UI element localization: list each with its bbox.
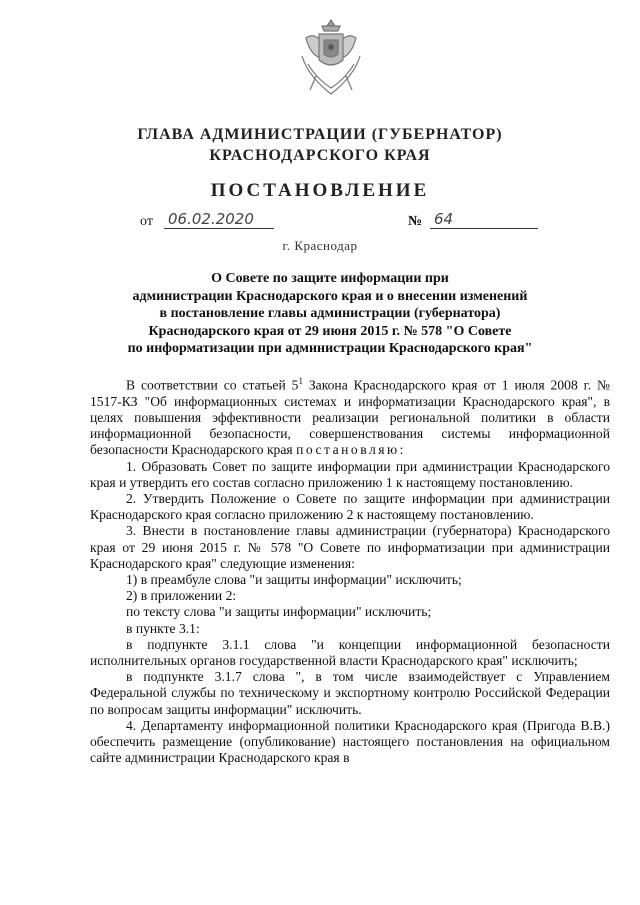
city-name: г. Краснодар [282, 238, 358, 253]
date-prefix: от [140, 214, 153, 229]
coat-of-arms-emblem [296, 16, 366, 100]
document-number: 64 [430, 210, 538, 229]
paragraph-preamble [90, 373, 610, 459]
paragraph-subpoint-3-1-1: в подпункте 3.1.1 слова "и концепции информационной безопасности исполнительных органов государственной власти Краснодарского края" исключить; [90, 636, 610, 668]
paragraph-point-3-1: в пункте 3.1: [126, 620, 200, 636]
paragraph-item-1: 1. Образовать Совет по защите информации при администрации Краснодарского края и утвердить его состав согласно приложению 1 к настоящему постановлению. [90, 458, 610, 490]
document-body [90, 373, 610, 766]
paragraph-item-4: 4. Департаменту информационной политики Краснодарского края (Пригода В.В.) обеспечить размещение (опубликование) настоящего постановления на официальном сайте администрации Краснодарского края в [90, 717, 610, 766]
article-superscript: 1 [298, 376, 303, 386]
number-prefix: № [408, 214, 423, 229]
paragraph-text-change: по тексту слова "и защиты информации" исключить; [126, 604, 432, 620]
document-type-heading: ПОСТАНОВЛЕНИЕ [210, 180, 430, 201]
date-number-row [140, 210, 540, 232]
title-line: по информатизации при администрации Краснодарского края" [127, 341, 533, 356]
paragraph-subpoint-3-1-7: в подпункте 3.1.7 слова ", в том числе взаимодействует с Управлением Федеральной службы по техническому и экспортному контролю Российской Федерации по вопросам защиты информации" исключить. [90, 669, 610, 717]
preamble-text-b: Закона Краснодарского края от 1 июля 2008 г. № 1517-КЗ "Об информационных системах и информатизации Краснодарского края", в целях повышения эффективности реализации региональной политики в области информационной безопасности, совершенствования системы информационной безопасности Краснодарского края [90, 377, 610, 458]
paragraph-subitem-2: 2) в приложении 2: [126, 588, 237, 604]
paragraph-item-2: 2. Утвердить Положение о Совете по защите информации при администрации Краснодарского края согласно приложению 2 к настоящему постановлению. [90, 490, 610, 523]
paragraph-item-3: 3. Внести в постановление главы администрации (губернатора) Краснодарского края от 29 июня 2015 г. № 578 "О Совете по информатизации при администрации Краснодарского края" следующие изменения: [90, 523, 610, 571]
title-line: О Совете по защите информации при [211, 271, 449, 286]
title-line: Краснодарского края от 29 июня 2015 г. № 578 "О Совете [148, 323, 512, 339]
title-line: администрации Краснодарского края и о внесении изменений [132, 288, 528, 304]
document-title [120, 270, 540, 358]
title-line: в постановление главы администрации (губернатора) [159, 306, 501, 321]
preamble-text-a: В соответствии со статьей 5 [126, 377, 299, 393]
paragraph-subitem-1: 1) в преамбуле слова "и защиты информации" исключить; [126, 571, 462, 587]
header-title-line1: ГЛАВА АДМИНИСТРАЦИИ (ГУБЕРНАТОР) [137, 126, 503, 143]
document-date: 06.02.2020 [164, 210, 274, 229]
resolve-word: постановляю: [296, 442, 406, 458]
header-title-line2: КРАСНОДАРСКОГО КРАЯ [209, 147, 431, 164]
